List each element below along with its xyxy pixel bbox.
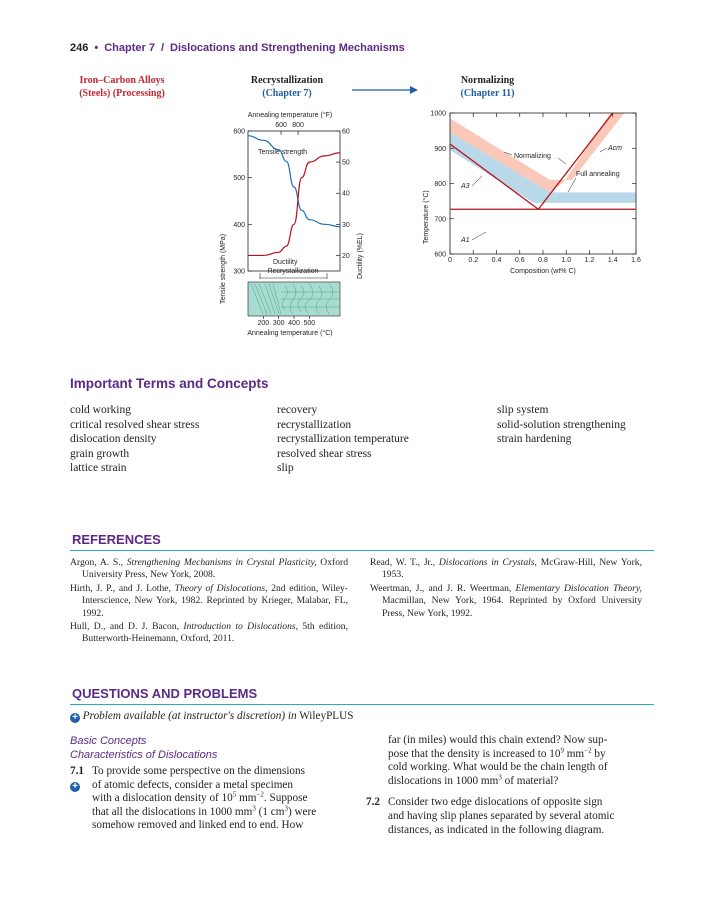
problem-text: Consider two edge dislocations of opposite sign [388, 796, 603, 809]
references-title: REFERENCES [72, 532, 161, 547]
chart1-right-tick: 60 [342, 128, 350, 136]
references-left-column [70, 557, 348, 647]
term: recrystallization temperature [277, 433, 409, 445]
terms-title: Important Terms and Concepts [70, 376, 269, 391]
reference-item [70, 583, 348, 620]
ref-title: Introduction to Dislocations, [183, 621, 299, 633]
problem-text: distances, as indicated in the following diagram. [388, 823, 605, 836]
ref-authors: Hirth, J. P., and J. Lothe, [70, 582, 175, 594]
chart2-x-tick: 1.6 [631, 257, 641, 264]
chart1-left-tick: 300 [233, 268, 245, 276]
header-bullet: • [94, 42, 99, 54]
flow-iron-carbon [62, 74, 182, 100]
problem-text: that all the dislocations in 1000 mm [92, 805, 253, 818]
chart1-top-tick: 800 [292, 122, 304, 129]
flow-normalizing [440, 74, 535, 100]
chart1-left-tick-labels [233, 129, 245, 276]
problem-text: with a dislocation density of 10 [92, 792, 233, 805]
reference-item [70, 621, 348, 646]
chart1-left-tick: 600 [233, 128, 245, 136]
chart2-full-annealing-leader [568, 178, 576, 192]
terms-column-3 [497, 403, 626, 447]
heat-treatment-chart [400, 104, 650, 284]
problem-7-1-line [388, 761, 646, 775]
chart1-right-tick: 50 [342, 159, 350, 167]
ref-title: Dislocations in Crystals, [438, 557, 537, 568]
chart2-label-normalizing: Normalizing [514, 153, 551, 160]
ref-title: Elementary Dislocation Theory, [515, 582, 642, 594]
chart2-acm-leader [600, 148, 607, 152]
questions-rule [70, 704, 654, 705]
chart1-top-axis-title: Annealing temperature (°F) [247, 112, 333, 119]
problem-7-2-line [366, 796, 646, 810]
terms-column-2 [277, 403, 409, 476]
superscript: −2 [584, 745, 592, 754]
chart2-y-tick: 1000 [430, 110, 446, 118]
chart2-x-tick: 0.8 [538, 257, 548, 264]
problem-text: ) were [287, 805, 317, 818]
chart1-bottom-tick: 200 [257, 320, 270, 327]
chart1-right-tick: 30 [342, 221, 350, 229]
term: strain hardening [497, 433, 572, 445]
chart1-label-recrystallization: Recrystallization [267, 268, 319, 275]
chart2-x-tick: 0 [448, 257, 452, 264]
chart2-x-axis-title: Composition (wt% C) [510, 268, 576, 275]
chart1-bottom-tick: 400 [288, 320, 300, 327]
term: critical resolved shear stress [70, 418, 200, 431]
chart2-label-acm: Acm [608, 145, 622, 152]
problem-7-1-line [70, 779, 348, 793]
problem-text: pose that the density is increased to 10 [388, 747, 561, 760]
references-rule [70, 550, 654, 551]
ref-authors: Hull, D., and D. J. Bacon, [70, 621, 184, 633]
references-right-column [370, 557, 642, 621]
ref-publisher: Oxford University Press, New York, 2008. [82, 557, 349, 581]
term: slip [277, 462, 294, 474]
problem-text: To provide some perspective on the dimensions [92, 765, 305, 777]
chapter-title: Dislocations and Strengthening Mechanisms [170, 42, 405, 54]
flow-middle-line2: (Chapter 7) [262, 88, 312, 99]
problem-7-1-line [70, 819, 348, 833]
chart1-right-tick-labels [342, 129, 350, 260]
flow-recrystallization [232, 74, 342, 100]
chart1-left-tick: 400 [233, 221, 245, 229]
term: recovery [277, 404, 318, 416]
chart2-x-tick: 1.0 [561, 257, 572, 264]
ref-title: Theory of Dislocations, [174, 582, 268, 594]
chart1-top-tick: 600 [275, 122, 287, 129]
problem-text: by [591, 747, 606, 760]
ref-title: Strengthening Mechanisms in Crystal Plasticity, [126, 557, 317, 568]
chart1-label-ductility: Ductility [273, 259, 298, 266]
superscript: 3 [284, 804, 288, 813]
chart1-label-tensile: Tensile strength [258, 149, 308, 156]
chart2-y-tick-labels [430, 111, 446, 259]
problem-number: 7.1 [70, 765, 84, 777]
chart2-x-tick: 0.4 [491, 257, 502, 264]
problem-text: cold working. What would be the chain length of [388, 761, 608, 774]
problem-7-2-line [388, 810, 646, 824]
chart1-series-ductility [248, 153, 340, 256]
chart2-a3-leader [472, 176, 482, 186]
flow-right-line1: Normalizing [460, 75, 515, 86]
chart1-microstructure-strip [248, 282, 340, 316]
problem-7-1-line [388, 745, 646, 762]
chart1-left-axis-title: Tensile strength (MPa) [220, 233, 227, 304]
problem-text: mm [563, 747, 585, 760]
note-brand: WileyPLUS [296, 710, 354, 722]
problem-7-2-line [388, 824, 646, 838]
ref-authors: Weertman, J., and J. R. Weertman, [370, 582, 516, 594]
chart1-bottom-tick-labels [257, 320, 315, 327]
chart2-x-tick: 0.6 [514, 257, 525, 264]
flow-right-line2: (Chapter 11) [460, 88, 515, 99]
reference-item [70, 557, 348, 582]
chart1-right-tick: 40 [342, 190, 350, 198]
problem-7-1-line [70, 765, 348, 779]
problem-text: mm [236, 792, 257, 805]
chart1-right-axis-title: Ductility (%EL) [357, 233, 364, 279]
superscript: 3 [252, 804, 256, 813]
ref-publisher: 2nd edition, Wiley-Interscience, New York, 1982. Reprinted by Krieger, Malabar, FL, 1992. [82, 582, 348, 619]
chart2-y-tick: 800 [434, 181, 446, 188]
problem-text: and having slip planes separated by several atomic [388, 809, 615, 822]
problem-7-1-line [70, 806, 348, 820]
term: grain growth [70, 447, 130, 460]
chapter-label: Chapter 7 [104, 42, 155, 54]
superscript: −2 [256, 790, 264, 799]
chart1-right-tick: 20 [342, 252, 350, 260]
wileyplus-note [70, 710, 353, 724]
plus-icon-wrap [70, 779, 92, 793]
page-number: 246 [70, 42, 89, 54]
subhead-dislocations: Characteristics of Dislocations [70, 749, 218, 761]
chart2-a1-leader [472, 232, 486, 240]
recrystallization-chart [215, 104, 365, 344]
chart1-bottom-tick: 500 [303, 320, 316, 327]
reference-item [370, 583, 642, 620]
superscript: 5 [232, 790, 237, 799]
problem-7-1-line [388, 734, 646, 748]
problem-text: somehow removed and linked end to end. How [92, 819, 304, 832]
chart2-y-tick: 600 [434, 251, 446, 259]
running-header [70, 42, 405, 54]
ref-authors: Read, W. T., Jr., [370, 557, 439, 568]
chart2-x-tick: 0.2 [468, 257, 479, 264]
chart2-label-a3: A3 [461, 183, 470, 190]
note-text: Problem available (at instructor's discretion) in [82, 710, 297, 722]
problem-text: dislocations in 1000 mm [388, 774, 499, 787]
problem-text: of material? [501, 774, 559, 787]
plus-icon: + [70, 713, 80, 723]
header-separator: / [160, 42, 165, 54]
problem-text: (1 cm [255, 805, 285, 818]
chart2-y-tick: 700 [434, 216, 446, 224]
problem-text: . Suppose [263, 792, 308, 805]
chart1-left-tick: 500 [233, 175, 245, 183]
chart2-y-tick: 900 [434, 145, 446, 153]
subhead-basic-concepts: Basic Concepts [70, 735, 147, 747]
problem-number: 7.2 [366, 796, 380, 809]
flow-left-line1: Iron–Carbon Alloys [79, 75, 165, 86]
flow-left-line2: (Steels) (Processing) [79, 88, 165, 99]
problem-7-1-line [388, 775, 646, 789]
chart1-x-axis-title: Annealing temperature (°C) [247, 330, 333, 337]
chart2-x-tick: 1.2 [584, 257, 595, 264]
problem-7-1-line [70, 792, 348, 806]
questions-left-column [70, 734, 348, 833]
term: solid-solution strengthening [497, 418, 626, 431]
flow-middle-line1: Recrystallization [250, 75, 324, 86]
term: lattice strain [70, 462, 127, 474]
term: slip system [497, 404, 549, 416]
ref-publisher: McGraw-Hill, New York, 1953. [382, 557, 642, 581]
chart2-x-tick-labels [448, 257, 641, 264]
questions-title: QUESTIONS AND PROBLEMS [72, 686, 258, 701]
term: recrystallization [277, 418, 352, 431]
chart2-y-axis-title: Temperature (°C) [423, 190, 430, 244]
ref-publisher: 5th edition, Butterworth-Heinemann, Oxford, 2011. [82, 621, 348, 645]
ref-publisher: Macmillan, New York, 1964. Reprinted by Oxford University Press, New York, 1992. [382, 595, 642, 619]
problem-text: of atomic defects, consider a metal specimen [92, 778, 293, 791]
chart2-x-tick: 1.4 [607, 257, 618, 264]
chart1-bottom-tick: 300 [272, 320, 285, 327]
reference-item [370, 557, 642, 582]
term: cold working [70, 404, 132, 416]
problem-text: far (in miles) would this chain extend? Now sup- [388, 734, 608, 746]
term: dislocation density [70, 433, 157, 445]
plus-icon: + [70, 782, 80, 792]
superscript: 3 [498, 773, 502, 782]
terms-column-1 [70, 403, 199, 476]
superscript: 9 [560, 745, 564, 754]
chart2-label-full-annealing: Full annealing [576, 171, 620, 178]
term: resolved shear stress [277, 447, 372, 460]
flow-arrow [350, 84, 420, 96]
chart2-label-a1: A1 [461, 237, 470, 244]
ref-authors: Argon, A. S., [70, 557, 127, 568]
questions-right-column [366, 734, 646, 837]
